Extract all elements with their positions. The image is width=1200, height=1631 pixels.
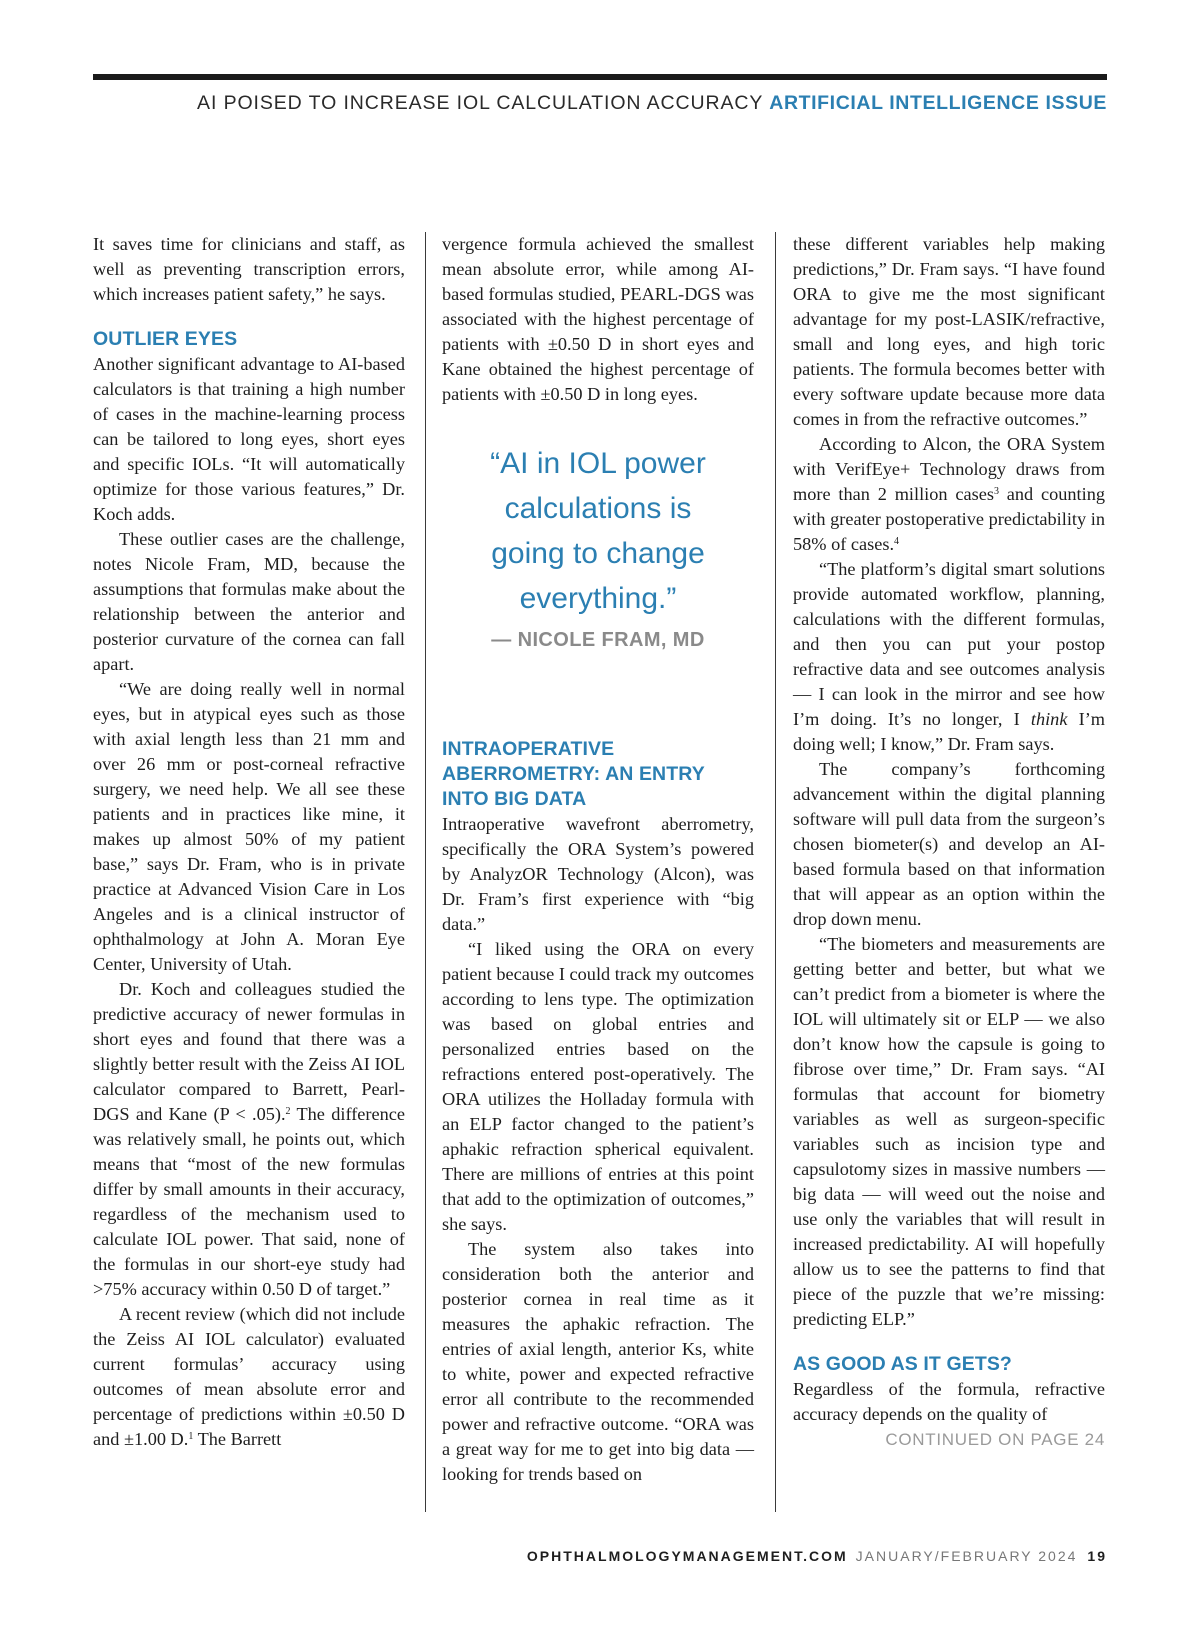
paragraph (93, 977, 405, 1302)
continued-on-link: CONTINUED ON PAGE 24 (885, 1430, 1105, 1449)
paragraph (93, 1302, 405, 1452)
paragraph (793, 432, 1105, 557)
paragraph: vergence formula achieved the smallest mean absolute error, while among AI-based formulas studied, PEARL-DGS was associated with the highest percentage of patients with ±0.50 D in short eyes and Kane obtained the highest percentage of patients with ±0.50 D in long eyes. (442, 234, 754, 404)
article-column-1 (93, 232, 405, 1452)
paragraph: Regardless of the formula, refractive accuracy depends on the quality of (793, 1379, 1105, 1424)
paragraph: Another significant advantage to AI-based calculators is that training a high number of cases in the machine-learning process can be tailored to long eyes, short eyes and specific IOLs. “It will automatically optimize for those various features,” Dr. Koch adds. (93, 354, 405, 524)
page-footer (93, 1548, 1107, 1564)
paragraph (793, 557, 1105, 757)
spacer (442, 653, 754, 717)
heading-line: INTO BIG DATA (442, 788, 587, 810)
pull-quote-attribution: — NICOLE FRAM, MD (491, 629, 705, 651)
paragraph: these different variables help making predictions,” Dr. Fram says. “I have found ORA to give me the most significant advantage for my post-LASIK/refractive, small and long eyes, and high toric patients. The formula becomes better with every software update because more data comes in from the refractive outcomes.” (793, 234, 1105, 429)
paragraph: It saves time for clinicians and staff, as well as preventing transcription errors, which increases patient safety,” he says. (93, 234, 405, 304)
pull-quote-line: calculations is (504, 492, 692, 525)
running-head-issue: ARTIFICIAL INTELLIGENCE ISSUE (769, 92, 1107, 114)
pull-quote (442, 441, 754, 621)
paragraph-text: and counting with greater postoperative predictability in 58% of cases. (793, 484, 1105, 554)
section-heading-intraoperative-aberrometry (442, 737, 754, 812)
reference-marker: 2 (285, 1106, 291, 1117)
paragraph-text: According to Alcon, the ORA System with VerifEye+ Technology draws from more than 2 million cases (793, 434, 1105, 504)
top-rule (93, 74, 1107, 80)
section-heading-outlier-eyes: OUTLIER EYES (93, 328, 238, 350)
heading-line: INTRAOPERATIVE (442, 738, 615, 760)
reference-marker: 1 (188, 1431, 194, 1442)
paragraph: “We are doing really well in normal eyes, but in atypical eyes such as those with axial length less than 21 mm and over 26 mm or post-corneal refractive surgery, we need help. We all see these patients and in practices like mine, it makes up almost 50% of my patient base,” says Dr. Fram, who is in private practice at Advanced Vision Care in Los Angeles and is a clinical instructor of ophthalmology at John A. Moran Eye Center, University of Utah. (93, 679, 405, 974)
paragraph-text: The difference was relatively small, he points out, which means that “most of the new formulas differ by small amounts in their accuracy, regardless of the mechanism used to calculate IOL power. That said, none of the formulas in our short-eye study had >75% accuracy within 0.50 D of target.” (93, 1104, 405, 1299)
heading-line: ABERROMETRY: AN ENTRY (442, 763, 705, 785)
pull-quote-line: “AI in IOL power (490, 447, 706, 480)
footer-site: OPHTHALMOLOGYMANAGEMENT.COM (526, 1548, 848, 1564)
paragraph: These outlier cases are the challenge, notes Nicole Fram, MD, because the assumptions that formulas make about the relationship between the anterior and posterior curvature of the cornea can fall apart. (93, 529, 405, 674)
paragraph: “I liked using the ORA on every patient because I could track my outcomes according to lens type. The optimization was based on global entries and personalized entries based on the refractions entered post-operatively. The ORA utilizes the Holladay formula with an ELP factor changed to the patient’s aphakic refraction spherical equivalent. There are millions of entries at this point that add to the optimization of outcomes,” she says. (442, 939, 754, 1234)
pull-quote-line: going to change (491, 537, 705, 570)
column-divider-2 (775, 232, 776, 1512)
column-divider-1 (425, 232, 426, 1512)
page-number: 19 (1087, 1548, 1107, 1564)
paragraph: Intraoperative wavefront aberrometry, specifically the ORA System’s powered by AnalyzOR Technology (Alcon), was Dr. Fram’s first experience with “big data.” (442, 814, 754, 934)
pull-quote-line: everything.” (519, 582, 677, 615)
paragraph: The system also takes into consideration both the anterior and posterior cornea in real time as it measures the aphakic refraction. The entries of axial length, anterior Ks, white to white, power and expected refractive error all contribute to the recommended power and refractive outcome. “ORA was a great way for me to get into big data — looking for trends based on (442, 1239, 754, 1484)
paragraph-text: The Barrett (193, 1429, 282, 1449)
reference-marker: 4 (894, 536, 900, 547)
section-heading-as-good-as-it-gets: AS GOOD AS IT GETS? (793, 1353, 1012, 1375)
paragraph-text: I’m doing well; I know,” Dr. Fram says. (793, 709, 1105, 754)
running-head (93, 92, 1107, 115)
article-column-3 (793, 232, 1105, 1452)
paragraph-text: “The platform’s digital smart solutions provide automated workflow, planning, calculations with the different formulas, and then you can put your postop refractive data and see outcomes analysis — I can look in the mirror and see how I’m doing. It’s no longer, I (793, 559, 1105, 729)
paragraph: The company’s forthcoming advancement within the digital planning software will pull data from the surgeon’s chosen biometer(s) and develop an AI-based formula based on that information that will appear as an option within the drop down menu. (793, 759, 1105, 929)
paragraph-text: Dr. Koch and colleagues studied the predictive accuracy of newer formulas in short eyes and found that there was a slightly better result with the Zeiss AI IOL calculator compared to Barrett, Pearl-DGS and Kane (P < .05). (93, 979, 405, 1124)
running-head-topic: AI POISED TO INCREASE IOL CALCULATION ACCURACY (197, 92, 764, 114)
reference-marker: 3 (993, 486, 999, 497)
paragraph: “The biometers and measurements are getting better and better, but what we can’t predict from a biometer is where the IOL will ultimately sit or ELP — we also don’t know how the capsule is going to fibrose over time,” Dr. Fram says. “AI formulas that account for biometry variables as well as surgeon-specific variables such as incision type and capsulotomy sizes in massive numbers — big data — will weed out the noise and use only the variables that will result in increased predictability. AI will hopefully allow us to see the patterns to find that piece of the puzzle that we’re missing: predicting ELP.” (793, 934, 1105, 1329)
article-column-2 (442, 232, 754, 1487)
footer-date: JANUARY/FEBRUARY 2024 (855, 1548, 1078, 1564)
emphasis-text: think (1030, 709, 1068, 729)
paragraph-text: A recent review (which did not include the Zeiss AI IOL calculator) evaluated current formulas’ accuracy using outcomes of mean absolute error and percentage of predictions within ±0.50 D and ±1.00 D. (93, 1304, 405, 1449)
